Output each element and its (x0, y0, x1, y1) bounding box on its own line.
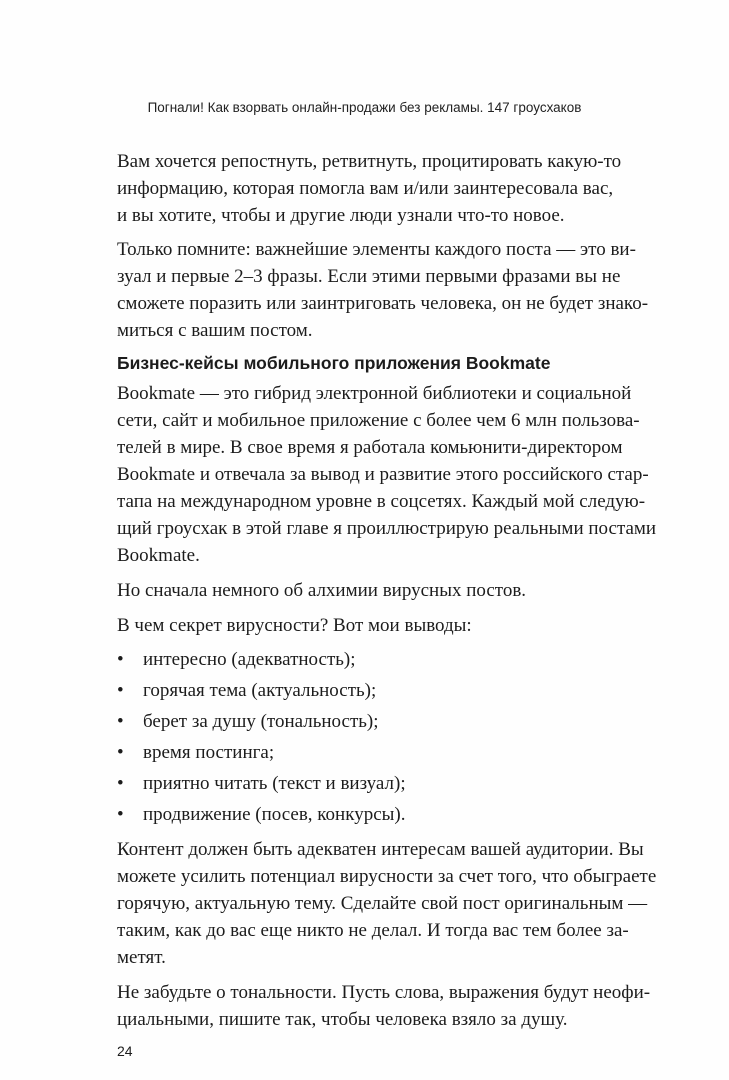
text-line: В чем секрет вирусности? Вот мои выводы: (117, 615, 472, 636)
text-line: телей в мире. В свое время я работала комьюнити-директором (117, 437, 623, 458)
list-item-text: горячая тема (актуальность); (143, 680, 377, 701)
text-line: Не забудьте о тональности. Пусть слова, выражения будут неофи- (117, 982, 651, 1003)
paragraph (117, 612, 613, 639)
list-item-text: приятно читать (текст и визуал); (143, 773, 406, 794)
paragraph (117, 979, 651, 1033)
text-line: таким, как до вас еще никто не делал. И тогда вас тем более за- (117, 920, 629, 941)
text-line: миться с вашим постом. (117, 320, 313, 341)
paragraph (117, 836, 657, 971)
section-heading: Бизнес-кейсы мобильного приложения Bookmate (117, 353, 551, 373)
text-line: циальными, пишите так, чтобы человека взяло за душу. (117, 1009, 568, 1030)
text-line: горячую, актуальную тему. Сделайте свой пост оригинальным — (117, 893, 648, 914)
text-line: Но сначала немного об алхимии вирусных постов. (117, 580, 527, 601)
text-line: сети, сайт и мобильное приложение с более чем 6 млн пользова- (117, 410, 640, 431)
list-item-text: берет за душу (тональность); (143, 711, 379, 732)
list-item (117, 646, 356, 673)
text-line: Bookmate. (117, 545, 200, 566)
text-line: и вы хотите, чтобы и другие люди узнали что-то новое. (117, 205, 565, 226)
text-line: сможете поразить или заинтриговать человека, он не будет знако- (117, 293, 649, 314)
list-item-text: продвижение (посев, конкурсы). (143, 804, 406, 825)
page-number: 24 (117, 1043, 133, 1059)
text-line: щий гроусхак в этой главе я проиллюстрирую реальными постами (117, 518, 657, 539)
text-line: Только помните: важнейшие элементы каждого поста — это ви- (117, 239, 636, 260)
paragraph (117, 577, 613, 604)
paragraph (117, 380, 657, 569)
list-item (117, 770, 406, 797)
text-line: можете усилить потенциал вирусности за счет того, что обыграете (117, 866, 657, 887)
list-item (117, 677, 376, 704)
bullet-icon: • (117, 711, 124, 732)
list-item (117, 739, 274, 766)
list-item-text: время постинга; (143, 742, 275, 763)
text-line: информацию, которая помогла вам и/или заинтересовала вас, (117, 178, 614, 199)
running-header: Погнали! Как взорвать онлайн-продажи без рекламы. 147 гроусхаков (147, 100, 582, 115)
paragraph (117, 236, 649, 344)
text-line: Bookmate и отвечала за вывод и развитие этого российского стар- (117, 464, 649, 485)
list-item-text: интересно (адекватность); (143, 649, 356, 670)
text-line: Вам хочется репостнуть, ретвитнуть, процитировать какую-то (117, 151, 622, 172)
paragraph (117, 148, 622, 229)
text-line: Bookmate — это гибрид электронной библиотеки и социальной (117, 383, 632, 404)
text-line: зуал и первые 2–3 фразы. Если этими первыми фразами вы не (117, 266, 621, 287)
text-line: тапа на международном уровне в соцсетях. Каждый мой следую- (117, 491, 646, 512)
list-item (117, 801, 405, 828)
text-line: Контент должен быть адекватен интересам вашей аудитории. Вы (117, 839, 644, 860)
bullet-icon: • (117, 773, 124, 794)
text-line: метят. (117, 947, 166, 968)
bullet-icon: • (117, 742, 124, 763)
list-item (117, 708, 379, 735)
bullet-icon: • (117, 804, 124, 825)
bullet-icon: • (117, 680, 124, 701)
bullet-icon: • (117, 649, 124, 670)
